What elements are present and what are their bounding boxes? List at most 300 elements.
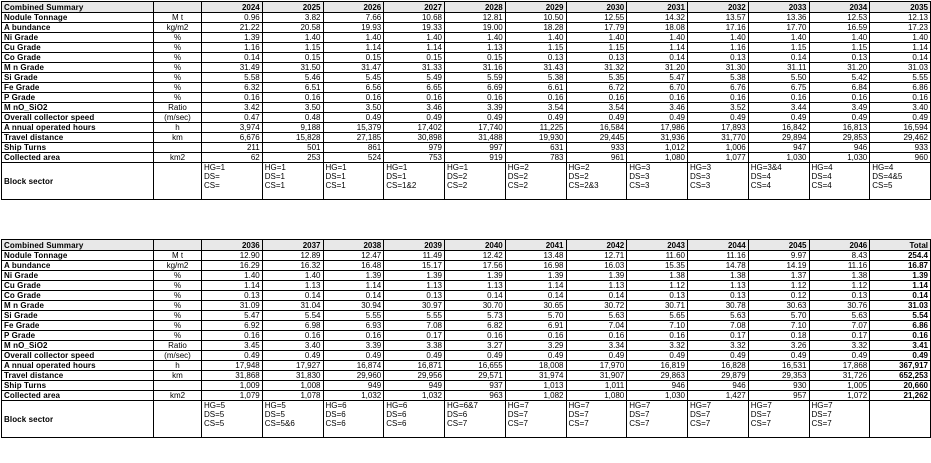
table-cell: 18.28 [505, 23, 566, 33]
table-cell: 0.49 [748, 113, 809, 123]
table-cell: 979 [384, 143, 445, 153]
table-cell: 0.16 [566, 331, 627, 341]
table-cell: 861 [323, 143, 384, 153]
table-cell: 17,893 [688, 123, 749, 133]
row-unit: % [154, 291, 202, 301]
block-sector-line: HG=4 [811, 163, 833, 172]
table-cell: 5.59 [445, 73, 506, 83]
table-cell: 1.39 [445, 271, 506, 281]
table-cell: 0.14 [445, 291, 506, 301]
block-sector-line: CS=1&2 [386, 181, 417, 190]
table-cell: 253 [262, 153, 323, 163]
row-label: Ni Grade [2, 33, 154, 43]
row-unit: % [154, 93, 202, 103]
header-row [2, 240, 931, 251]
block-sector-line: HG=3&4 [750, 163, 782, 172]
table-cell: 12.42 [445, 251, 506, 261]
row-unit: % [154, 311, 202, 321]
table-row [2, 271, 931, 281]
year-header: 2038 [323, 240, 384, 251]
table-cell: 3.34 [566, 341, 627, 351]
table-cell: 13.57 [688, 13, 749, 23]
table-cell: 1.15 [809, 43, 870, 53]
table-cell: 0.49 [566, 113, 627, 123]
year-header: 2030 [566, 2, 627, 13]
table-cell: 6.51 [262, 83, 323, 93]
table-row [2, 261, 931, 271]
table-cell: 3.26 [748, 341, 809, 351]
total-cell: 0.49 [870, 351, 931, 361]
block-sector-cell [566, 163, 627, 200]
table-cell: 6.93 [323, 321, 384, 331]
table-cell: 31.43 [505, 63, 566, 73]
table-cell: 937 [445, 381, 506, 391]
table-cell: 0.49 [627, 113, 688, 123]
table-cell: 30.63 [748, 301, 809, 311]
row-label: Nodule Tonnage [2, 13, 154, 23]
table-cell: 997 [445, 143, 506, 153]
table-row [2, 83, 931, 93]
table-cell: 5.63 [809, 311, 870, 321]
table-cell: 1.38 [627, 271, 688, 281]
table-cell: 0.16 [445, 331, 506, 341]
table-row [2, 311, 931, 321]
table-cell: 5.55 [323, 311, 384, 321]
table-cell: 0.13 [566, 53, 627, 63]
table-cell: 1.16 [688, 43, 749, 53]
row-label: A nnual operated hours [2, 361, 154, 371]
table-row [2, 33, 931, 43]
total-cell: 21,262 [870, 391, 931, 401]
block-sector-row [2, 163, 931, 200]
block-sector-line: DS=5 [204, 410, 225, 419]
table-cell: 501 [262, 143, 323, 153]
block-sector-line: HG=7 [690, 401, 712, 410]
table-cell: 0.49 [323, 113, 384, 123]
table-cell: 15.35 [627, 261, 688, 271]
table-cell: 0.13 [809, 291, 870, 301]
year-header: 2029 [505, 2, 566, 13]
table-cell: 0.16 [323, 93, 384, 103]
table-cell: 1.15 [262, 43, 323, 53]
table-row [2, 381, 931, 391]
table-cell: 6.98 [262, 321, 323, 331]
table-cell: 17,948 [202, 361, 263, 371]
block-sector-line: CS=7 [750, 419, 771, 428]
block-sector-line: CS=5&6 [264, 419, 295, 428]
block-sector-cell [748, 401, 809, 438]
table-cell: 0.17 [688, 331, 749, 341]
block-sector-line: DS=7 [629, 410, 650, 419]
year-header: 2036 [202, 240, 263, 251]
table-cell: 31.20 [809, 63, 870, 73]
table-cell: 1.14 [870, 43, 931, 53]
table-cell: 16.32 [262, 261, 323, 271]
row-unit: km2 [154, 153, 202, 163]
table-cell: 6.84 [809, 83, 870, 93]
table-cell: 29,956 [384, 371, 445, 381]
table-cell: 18.08 [627, 23, 688, 33]
table-cell: 1,030 [627, 391, 688, 401]
table-cell: 0.49 [809, 351, 870, 361]
table-cell: 0.49 [748, 351, 809, 361]
table-cell: 949 [384, 381, 445, 391]
table-cell: 3.39 [323, 341, 384, 351]
year-header: 2046 [809, 240, 870, 251]
block-sector-line: HG=2 [568, 163, 590, 172]
table-cell: 14.78 [688, 261, 749, 271]
year-header: 2042 [566, 240, 627, 251]
table-cell: 1,079 [202, 391, 263, 401]
table-cell: 17,927 [262, 361, 323, 371]
table-cell: 0.49 [202, 351, 263, 361]
row-unit: kg/m2 [154, 261, 202, 271]
table-cell: 957 [748, 391, 809, 401]
table-cell: 16,584 [566, 123, 627, 133]
block-sector-cell [384, 401, 445, 438]
block-sector-cell [748, 163, 809, 200]
table-cell: 0.18 [748, 331, 809, 341]
table-cell: 5.55 [870, 73, 931, 83]
block-sector-line: HG=4 [872, 163, 894, 172]
table-cell: 1.40 [688, 33, 749, 43]
block-sector-cell [566, 401, 627, 438]
table-row [2, 53, 931, 63]
year-header: 2035 [870, 2, 931, 13]
table-cell: 0.14 [202, 53, 263, 63]
block-sector-line: DS=1 [386, 172, 407, 181]
block-sector-cell [688, 401, 749, 438]
table-cell: 0.15 [445, 53, 506, 63]
table-cell: 16,842 [748, 123, 809, 133]
table-cell: 0.16 [688, 93, 749, 103]
table-cell: 5.58 [202, 73, 263, 83]
table-cell: 0.13 [627, 291, 688, 301]
block-sector-line: HG=1 [325, 163, 347, 172]
year-header: 2032 [688, 2, 749, 13]
table-cell: 1.38 [809, 271, 870, 281]
table-cell: 1.40 [262, 271, 323, 281]
table-cell: 3.50 [323, 103, 384, 113]
block-sector-unit [154, 401, 202, 438]
year-header: 2044 [688, 240, 749, 251]
row-label: Ship Turns [2, 381, 154, 391]
table-cell: 0.49 [870, 113, 931, 123]
row-label: Ship Turns [2, 143, 154, 153]
table-cell: 3.40 [262, 341, 323, 351]
year-header: 2039 [384, 240, 445, 251]
table-cell: 946 [809, 143, 870, 153]
table-cell: 16.03 [566, 261, 627, 271]
table-cell: 946 [627, 381, 688, 391]
table-cell: 3.38 [384, 341, 445, 351]
table-cell: 1,427 [688, 391, 749, 401]
year-header: 2045 [748, 240, 809, 251]
table-cell: 1,082 [505, 391, 566, 401]
table-cell: 30.94 [323, 301, 384, 311]
table-cell: 62 [202, 153, 263, 163]
table-row [2, 291, 931, 301]
table-row [2, 371, 931, 381]
block-sector-line: HG=3 [629, 163, 651, 172]
total-header: Total [870, 240, 931, 251]
table-cell: 1,005 [809, 381, 870, 391]
table-cell: 16.98 [505, 261, 566, 271]
row-label: Collected area [2, 391, 154, 401]
block-sector-line: HG=6 [325, 401, 347, 410]
block-sector-cell [262, 163, 323, 200]
total-cell: 0.14 [870, 291, 931, 301]
table-cell: 6.69 [445, 83, 506, 93]
table-cell: 0.17 [809, 331, 870, 341]
table-cell: 0.49 [688, 113, 749, 123]
table-cell: 5.47 [627, 73, 688, 83]
block-sector-line: CS=3 [690, 181, 711, 190]
total-cell: 20,660 [870, 381, 931, 391]
table-cell: 6.86 [870, 83, 931, 93]
table-cell: 31,936 [627, 133, 688, 143]
table-cell: 1,077 [688, 153, 749, 163]
block-sector-line: CS=4 [811, 181, 832, 190]
table-cell: 0.49 [262, 351, 323, 361]
table-cell: 19.00 [445, 23, 506, 33]
table-cell: 1,080 [566, 391, 627, 401]
table-row [2, 113, 931, 123]
block-sector-cell [202, 401, 263, 438]
row-unit: km [154, 133, 202, 143]
block-sector-line: CS=1 [264, 181, 285, 190]
table-cell: 3.50 [262, 103, 323, 113]
table-cell: 3.54 [505, 103, 566, 113]
table-cell: 12.90 [202, 251, 263, 261]
table-cell: 16.48 [323, 261, 384, 271]
table-cell: 21.22 [202, 23, 263, 33]
table-cell: 0.13 [202, 291, 263, 301]
block-sector-line: HG=7 [811, 401, 833, 410]
table-cell: 0.13 [688, 291, 749, 301]
table-cell: 1.40 [809, 33, 870, 43]
table-cell: 0.15 [384, 53, 445, 63]
table-cell: 1.37 [748, 271, 809, 281]
table-row [2, 391, 931, 401]
table-cell: 3,974 [202, 123, 263, 133]
block-sector-line: CS= [204, 181, 220, 190]
block-sector-line: DS=2 [447, 172, 468, 181]
table-cell: 16,531 [748, 361, 809, 371]
table-cell: 1.13 [688, 281, 749, 291]
row-label: Cu Grade [2, 43, 154, 53]
year-header: 2033 [748, 2, 809, 13]
block-sector-label: Block sector [2, 401, 154, 438]
table-cell: 5.63 [688, 311, 749, 321]
table-cell: 7.07 [809, 321, 870, 331]
table-cell: 6.32 [202, 83, 263, 93]
block-sector-line: HG=3 [690, 163, 712, 172]
table-cell: 6.82 [445, 321, 506, 331]
table-cell: 17,970 [566, 361, 627, 371]
year-header: 2031 [627, 2, 688, 13]
table-cell: 1.39 [566, 271, 627, 281]
table-row [2, 321, 931, 331]
table-cell: 5.35 [566, 73, 627, 83]
table-cell: 10.68 [384, 13, 445, 23]
block-sector-cell [445, 401, 506, 438]
row-unit: h [154, 123, 202, 133]
table-cell: 5.73 [445, 311, 506, 321]
table-row [2, 73, 931, 83]
table-cell: 1.14 [627, 43, 688, 53]
table-cell: 29,879 [688, 371, 749, 381]
row-unit: % [154, 331, 202, 341]
table-cell: 13.48 [505, 251, 566, 261]
table-cell: 0.16 [870, 93, 931, 103]
table-cell: 1,072 [809, 391, 870, 401]
block-sector-line: CS=3 [629, 181, 650, 190]
table-cell: 31.16 [445, 63, 506, 73]
table-cell: 0.16 [505, 93, 566, 103]
table-cell: 29,445 [566, 133, 627, 143]
table-cell: 960 [870, 153, 931, 163]
table-cell: 6.76 [688, 83, 749, 93]
row-unit: % [154, 83, 202, 93]
table-cell: 31.20 [627, 63, 688, 73]
block-sector-line: DS=4 [750, 172, 771, 181]
table-cell: 3.40 [870, 103, 931, 113]
table-cell: 0.16 [384, 93, 445, 103]
table-cell: 0.14 [505, 291, 566, 301]
table-cell: 16,819 [627, 361, 688, 371]
table-cell: 6.70 [627, 83, 688, 93]
row-label: Collected area [2, 153, 154, 163]
table-cell: 3.32 [688, 341, 749, 351]
table-cell: 11.49 [384, 251, 445, 261]
table-cell: 1,013 [505, 381, 566, 391]
block-sector-line: HG=7 [750, 401, 772, 410]
table-cell: 0.16 [262, 93, 323, 103]
row-unit [154, 381, 202, 391]
year-header: 2034 [809, 2, 870, 13]
table-row [2, 143, 931, 153]
table-cell: 11,225 [505, 123, 566, 133]
table-row [2, 123, 931, 133]
table-cell: 7.66 [323, 13, 384, 23]
row-label: P Grade [2, 331, 154, 341]
table-cell: 29,462 [870, 133, 931, 143]
table-cell: 12.89 [262, 251, 323, 261]
row-label: Travel distance [2, 133, 154, 143]
table-cell: 3.29 [505, 341, 566, 351]
table-cell: 12.71 [566, 251, 627, 261]
table-cell: 919 [445, 153, 506, 163]
block-sector-line: DS=1 [325, 172, 346, 181]
total-cell: 254.4 [870, 251, 931, 261]
row-label: M nO_SiO2 [2, 103, 154, 113]
table-cell: 29,853 [809, 133, 870, 143]
table-cell: 5.63 [566, 311, 627, 321]
table-cell: 17,986 [627, 123, 688, 133]
row-unit: % [154, 53, 202, 63]
table-cell: 5.55 [384, 311, 445, 321]
block-sector-line: CS=2&3 [568, 181, 599, 190]
table-cell: 1.14 [323, 281, 384, 291]
table-cell: 0.16 [262, 331, 323, 341]
table-cell: 0.49 [627, 351, 688, 361]
table-row [2, 93, 931, 103]
block-sector-cell [627, 401, 688, 438]
table-cell: 0.49 [445, 113, 506, 123]
row-unit: (m/sec) [154, 351, 202, 361]
table-cell: 31,830 [262, 371, 323, 381]
table-cell: 6.56 [323, 83, 384, 93]
table-cell: 6.91 [505, 321, 566, 331]
table-cell: 1.12 [627, 281, 688, 291]
table-cell: 947 [748, 143, 809, 153]
table-cell: 5.70 [505, 311, 566, 321]
table-cell: 1.40 [445, 33, 506, 43]
table-cell: 30.71 [627, 301, 688, 311]
table-cell: 933 [566, 143, 627, 153]
table-cell: 31,974 [505, 371, 566, 381]
table-cell: 6.75 [748, 83, 809, 93]
total-cell: 1.39 [870, 271, 931, 281]
block-sector-line: DS=3 [690, 172, 711, 181]
block-sector-label: Block sector [2, 163, 154, 200]
table-cell: 0.16 [202, 331, 263, 341]
row-unit: % [154, 321, 202, 331]
table-cell: 3.39 [445, 103, 506, 113]
table-cell: 12.47 [323, 251, 384, 261]
table-title: Combined Summary [2, 240, 154, 251]
table-row [2, 341, 931, 351]
block-sector-cell [688, 163, 749, 200]
table-cell: 783 [505, 153, 566, 163]
table-cell: 1,080 [627, 153, 688, 163]
table-cell: 31.33 [384, 63, 445, 73]
table-cell: 1,078 [262, 391, 323, 401]
row-unit: % [154, 73, 202, 83]
block-sector-line: DS=1 [264, 172, 285, 181]
table-cell: 0.14 [748, 53, 809, 63]
table-cell: 30.72 [566, 301, 627, 311]
total-cell: 16.87 [870, 261, 931, 271]
block-sector-cell [323, 163, 384, 200]
table-cell: 17.16 [688, 23, 749, 33]
table-cell: 30.70 [445, 301, 506, 311]
row-unit: h [154, 361, 202, 371]
row-label: Nodule Tonnage [2, 251, 154, 261]
table-cell: 0.49 [505, 351, 566, 361]
block-sector-total [870, 401, 931, 438]
block-sector-line: DS=6 [325, 410, 346, 419]
row-label: A bundance [2, 23, 154, 33]
row-label: Travel distance [2, 371, 154, 381]
table-row [2, 301, 931, 311]
block-sector-line: HG=6 [386, 401, 408, 410]
block-sector-line: DS=4&5 [872, 172, 903, 181]
block-sector-cell [809, 401, 870, 438]
row-label: Si Grade [2, 311, 154, 321]
table-cell: 1.15 [566, 43, 627, 53]
table-cell: 933 [870, 143, 931, 153]
year-header: 2037 [262, 240, 323, 251]
table-cell: 3.44 [748, 103, 809, 113]
table-cell: 0.12 [748, 291, 809, 301]
table-cell: 3.52 [688, 103, 749, 113]
total-cell: 31.03 [870, 301, 931, 311]
table-cell: 1.39 [202, 33, 263, 43]
row-label: M n Grade [2, 63, 154, 73]
block-sector-line: CS=1 [325, 181, 346, 190]
